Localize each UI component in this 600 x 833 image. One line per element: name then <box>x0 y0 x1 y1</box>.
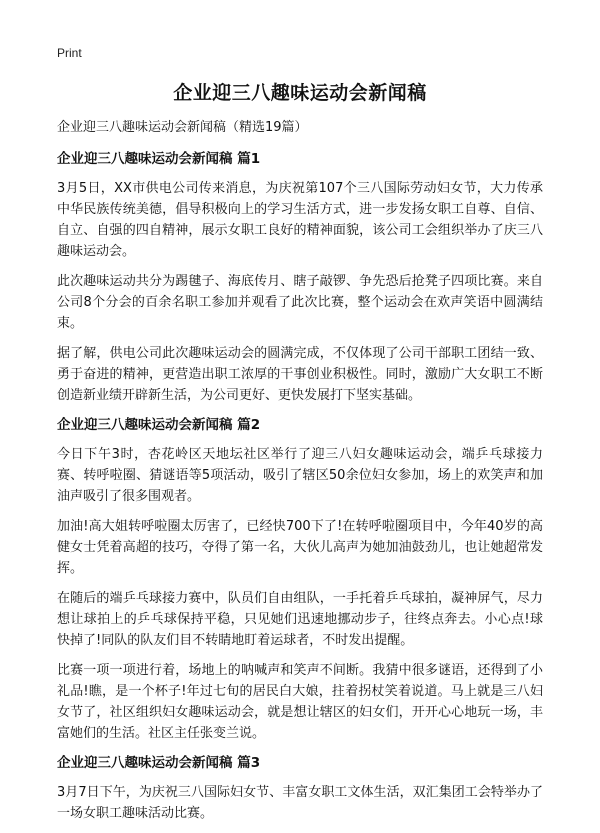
section-heading: 企业迎三八趣味运动会新闻稿 篇3 <box>57 755 261 771</box>
paragraph: 此次趣味运动共分为踢毽子、海底传月、瞎子敲锣、争先恐后抢凳子四项比赛。来自公司8个分会的百余名职工参加并观看了此次比赛，整个运动会在欢声笑语中圆满结束。 <box>57 274 543 331</box>
section-heading: 企业迎三八趣味运动会新闻稿 篇1 <box>57 151 261 167</box>
section-3 <box>57 753 543 824</box>
page-title: 企业迎三八趣味运动会新闻稿 <box>173 82 427 104</box>
paragraph: 在随后的端乒乓球接力赛中，队员们自由组队，一手托着乒乓球拍，凝神屏气，尽力想让球拍上的乒乓球保持平稳，只见她们迅速地挪动步子，往终点奔去。小心点!球快掉了!同队的队友们目不转睛地盯着运球者，不时发出提醒。 <box>57 591 543 648</box>
paragraph: 3月5日，XX市供电公司传来消息，为庆祝第107个三八国际劳动妇女节，大力传承中华民族传统美德，倡导积极向上的学习生活方式，进一步发扬女职工自尊、自信、自立、自强的四自精神，展示女职工良好的精神面貌，该公司工会组织举办了庆三八趣味运动会。 <box>57 181 543 259</box>
section-heading: 企业迎三八趣味运动会新闻稿 篇2 <box>57 417 261 433</box>
paragraph: 比赛一项一项进行着，场地上的呐喊声和笑声不间断。我猜中很多谜语，还得到了小礼品!瞧，是一个杯子!年过七旬的居民白大娘，拄着拐杖笑着说道。马上就是三八妇女节了，社区组织妇女趣味运动会，就是想让辖区的妇女们，开开心心地玩一场，丰富她们的生活。社区主任张变兰说。 <box>57 663 543 741</box>
paragraph: 据了解，供电公司此次趣味运动会的圆满完成，不仅体现了公司干部职工团结一致、勇于奋进的精神，更营造出职工浓厚的干事创业积极性。同时，激励广大女职工不断创造新业绩开辟新生活，为公司更好、更快发展打下坚实基础。 <box>57 346 543 403</box>
article-body <box>57 118 543 833</box>
print-link[interactable]: Print <box>57 46 82 60</box>
section-1 <box>57 149 543 406</box>
paragraph: 3月7日下午，为庆祝三八国际妇女节、丰富女职工文体生活，双汇集团工会特举办了一场女职工趣味活动比赛。 <box>57 785 543 821</box>
article-subtitle: 企业迎三八趣味运动会新闻稿（精选19篇） <box>57 120 308 135</box>
section-2 <box>57 415 543 744</box>
paragraph: 加油!高大姐转呼啦圈太厉害了，已经快700下了!在转呼啦圈项目中，今年40岁的高健女士凭着高超的技巧，夺得了第一名，大伙儿高声为她加油鼓劲儿，也让她超常发挥。 <box>57 519 543 576</box>
paragraph: 今日下午3时，杏花岭区天地坛社区举行了迎三八妇女趣味运动会，端乒乓球接力赛、转呼啦圈、猜谜语等5项活动，吸引了辖区50余位妇女参加，场上的欢笑声和加油声吸引了很多围观者。 <box>57 447 543 504</box>
